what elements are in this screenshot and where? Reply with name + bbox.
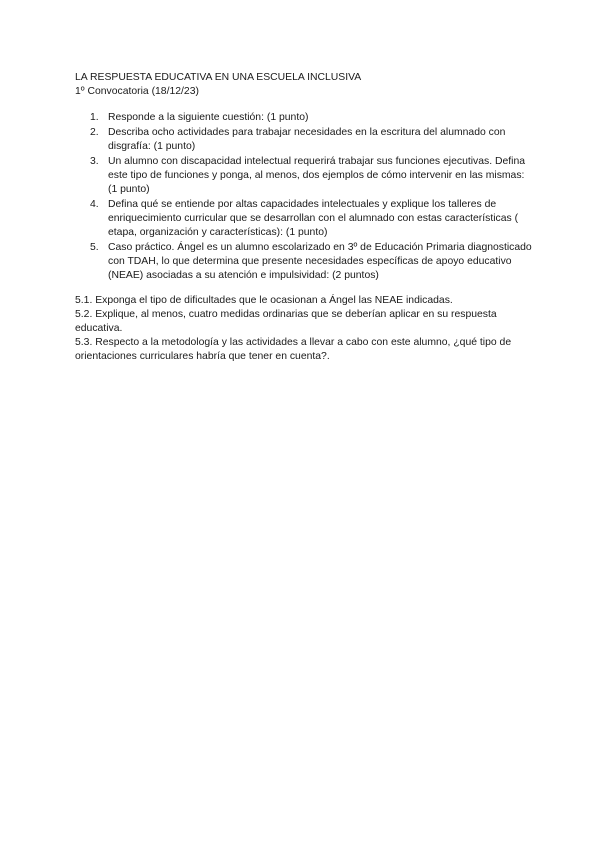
question-number: 4. (90, 199, 99, 210)
question-text: Caso práctico. Ángel es un alumno escolarizado en 3º de Educación Primaria diagnosticado con TDAH, lo que determina que presente necesidades específicas de apoyo educativo (NEAE) asociadas a su atención e impulsividad: (2 puntos) (108, 242, 532, 281)
question-item (75, 241, 535, 283)
subquestion-item: 5.1. Exponga el tipo de dificultades que le ocasionan a Ángel las NEAE indicadas. (75, 295, 453, 306)
subquestion-list (75, 294, 535, 364)
exam-title: LA RESPUESTA EDUCATIVA EN UNA ESCUELA INCLUSIVA (75, 72, 362, 83)
question-item (75, 198, 535, 240)
question-text: Un alumno con discapacidad intelectual requerirá trabajar sus funciones ejecutivas. Defina este tipo de funciones y ponga, al menos, dos ejemplos de cómo intervenir en las mismas: (1 punto) (108, 156, 526, 195)
question-number: 3. (90, 156, 99, 167)
subquestion-item: 5.3. Respecto a la metodología y las actividades a llevar a cabo con este alumno, ¿qué tipo de orientaciones curriculares habría que tener en cuenta?. (75, 337, 512, 362)
question-item (75, 126, 535, 154)
exam-session: 1º Convocatoria (18/12/23) (75, 86, 199, 97)
question-item (75, 155, 535, 197)
question-text: Describa ocho actividades para trabajar necesidades en la escritura del alumnado con disgrafía: (1 punto) (108, 127, 506, 152)
question-text: Responde a la siguiente cuestión: (1 punto) (108, 112, 309, 123)
question-number: 2. (90, 127, 99, 138)
document-content (75, 71, 535, 364)
subquestion-item: 5.2. Explique, al menos, cuatro medidas ordinarias que se deberían aplicar en su respuesta educativa. (75, 309, 497, 334)
question-item (75, 111, 535, 125)
question-text: Defina qué se entiende por altas capacidades intelectuales y explique los talleres de enriquecimiento curricular que se desarrollan con el alumnado con estas características ( etapa, organización y características): (1 punto) (108, 199, 519, 238)
question-list (75, 111, 535, 283)
question-number: 5. (90, 242, 99, 253)
question-number: 1. (90, 112, 99, 123)
